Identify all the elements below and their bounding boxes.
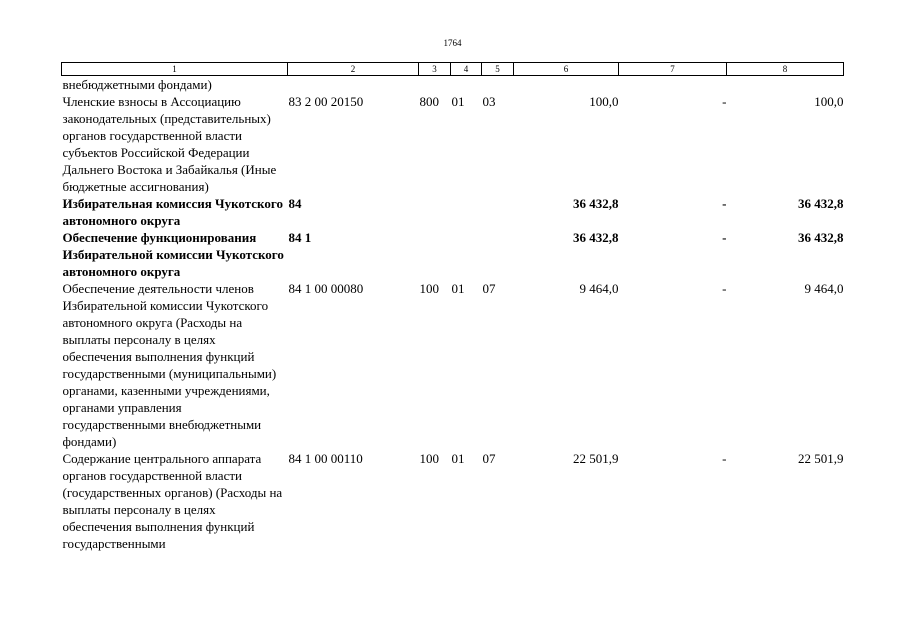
row-amount-6: 100,0	[589, 94, 619, 109]
row-amount-7: -	[722, 451, 727, 466]
row-code: 83 2 00 20150	[288, 94, 364, 109]
row-code: 84	[288, 196, 302, 211]
row-pr: 07	[482, 281, 496, 296]
row-pr	[482, 76, 514, 94]
row-rz: 01	[451, 281, 465, 296]
row-vr: 800	[419, 94, 439, 109]
row-name: Содержание центрального аппарата органов государственной власти (государственных органов) (Расходы на выплаты персоналу в целях обеспечения выполнения функций государственными	[62, 451, 283, 551]
table-row	[62, 280, 844, 450]
row-amount-7: -	[722, 230, 727, 245]
table-row	[62, 229, 844, 280]
column-header-2: 2	[288, 63, 419, 76]
row-code	[288, 76, 419, 94]
row-name: Избирательная комиссия Чукотского автономного округа	[62, 196, 283, 228]
row-name: Обеспечение функционирования Избирательной комиссии Чукотского автономного округа	[62, 230, 284, 279]
row-vr	[419, 229, 451, 280]
row-name: Членские взносы в Ассоциацию законодательных (представительных) органов государственной власти субъектов Российской Федерации Дальнего Востока и Забайкалья (Иные бюджетные ассигнования)	[62, 94, 277, 194]
column-header-1: 1	[62, 63, 288, 76]
row-code: 84 1	[288, 230, 312, 245]
column-header-4: 4	[451, 63, 482, 76]
row-rz: 01	[451, 451, 465, 466]
row-amount-8: 36 432,8	[798, 196, 844, 211]
row-name: Обеспечение деятельности членов Избирательной комиссии Чукотского автономного округа (Расходы на выплаты персоналу в целях обеспечения выполнения функций государственными (муниципальными) органами, казенными учреждениями, органами управления государственными внебюджетными фондами)	[62, 281, 277, 449]
row-rz	[451, 195, 482, 229]
row-amount-6	[514, 76, 619, 94]
row-amount-8: 36 432,8	[798, 230, 844, 245]
row-amount-7: -	[722, 94, 727, 109]
header-row	[62, 63, 844, 76]
row-amount-6: 36 432,8	[573, 196, 619, 211]
table-row	[62, 93, 844, 195]
table-header	[62, 63, 844, 76]
row-code: 84 1 00 00080	[288, 281, 364, 296]
column-header-5: 5	[482, 63, 514, 76]
row-rz: 01	[451, 94, 465, 109]
page-number: 1764	[443, 38, 462, 48]
table-row	[62, 195, 844, 229]
row-amount-6: 36 432,8	[573, 230, 619, 245]
row-amount-8: 9 464,0	[804, 281, 844, 296]
row-pr	[482, 229, 514, 280]
row-name: внебюджетными фондами)	[62, 77, 212, 92]
row-vr: 100	[419, 451, 439, 466]
column-header-6: 6	[514, 63, 619, 76]
row-vr: 100	[419, 281, 439, 296]
row-pr: 07	[482, 451, 496, 466]
row-amount-7: -	[722, 196, 727, 211]
row-vr	[419, 76, 451, 94]
row-rz	[451, 229, 482, 280]
row-pr: 03	[482, 94, 496, 109]
table-row	[62, 450, 844, 552]
row-amount-7	[619, 76, 727, 94]
column-header-8: 8	[727, 63, 844, 76]
row-pr	[482, 195, 514, 229]
row-amount-8: 22 501,9	[798, 451, 844, 466]
row-amount-8	[727, 76, 844, 94]
table-body	[62, 76, 844, 553]
row-code: 84 1 00 00110	[288, 451, 363, 466]
budget-table	[61, 62, 844, 552]
row-amount-7: -	[722, 281, 727, 296]
row-rz	[451, 76, 482, 94]
row-amount-6: 9 464,0	[579, 281, 619, 296]
column-header-7: 7	[619, 63, 727, 76]
row-vr	[419, 195, 451, 229]
row-amount-6: 22 501,9	[573, 451, 619, 466]
row-amount-8: 100,0	[814, 94, 844, 109]
column-header-3: 3	[419, 63, 451, 76]
table-row	[62, 76, 844, 94]
